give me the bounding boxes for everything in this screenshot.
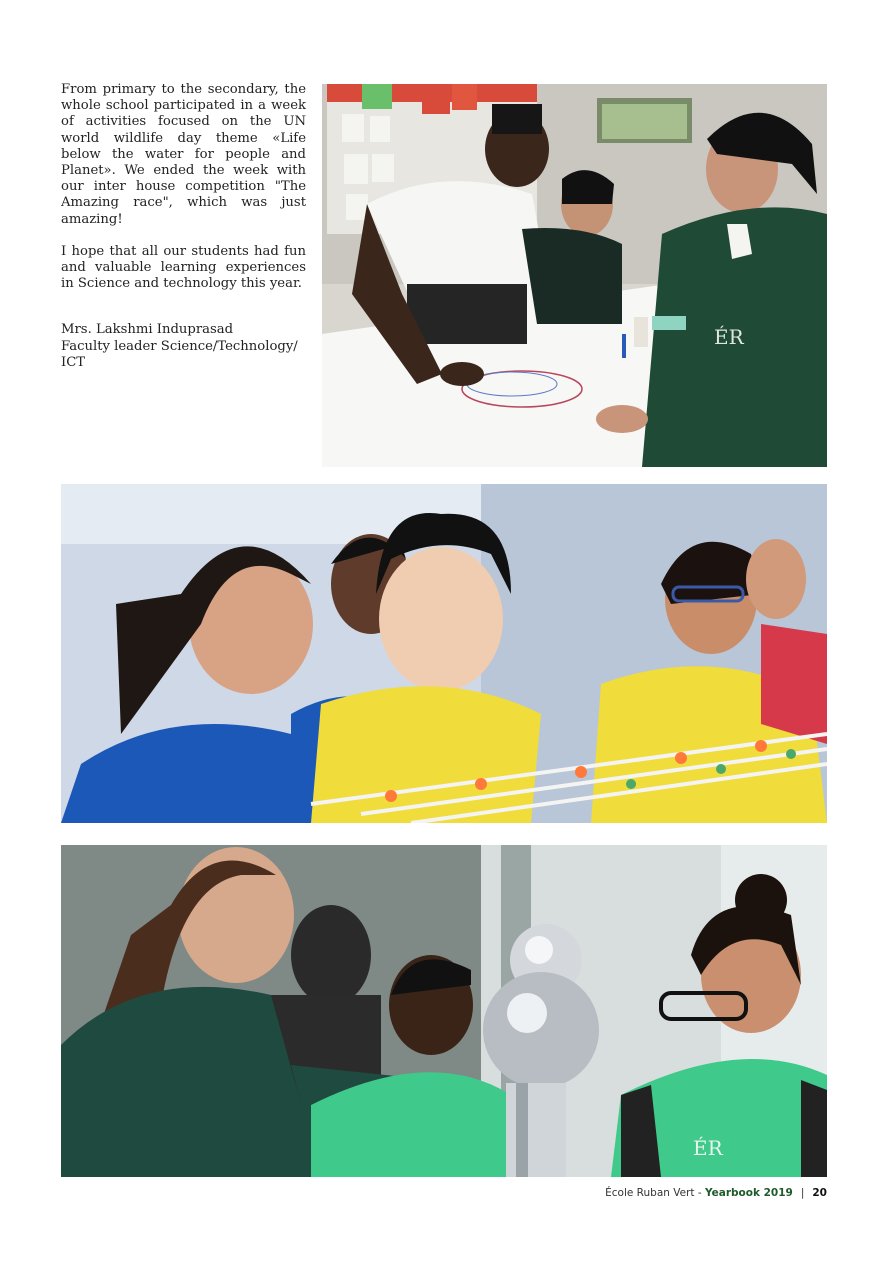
page-number: 20 — [812, 1187, 827, 1199]
crest-emblem-2: ÉR — [693, 1136, 723, 1160]
footer-separator: | — [800, 1187, 805, 1199]
page-footer — [605, 1187, 827, 1199]
author-role: Faculty leader Science/Technology/ ICT — [61, 338, 298, 370]
paragraph-intro: From primary to the secondary, the whole school participated in a week of activities focused on the UN world wildlife day theme «Life below the water for people and Planet». We ended the week with our inter house competition "The Amazing race", which was just amazing! — [61, 82, 306, 227]
footer-school-name: École Ruban Vert - — [605, 1187, 705, 1199]
crest-emblem: ÉR — [714, 325, 744, 349]
photo-classroom-activity — [322, 84, 827, 467]
photo-students-observing — [61, 484, 827, 823]
author-name: Mrs. Lakshmi Induprasad — [61, 322, 234, 338]
photo-static-demonstration — [61, 845, 827, 1177]
paragraph-closing: I hope that all our students had fun and valuable learning experiences in Science and technology this year. — [61, 243, 306, 292]
footer-yearbook: Yearbook 2019 — [704, 1187, 793, 1199]
signature-block — [61, 322, 306, 371]
article-text — [61, 82, 306, 371]
